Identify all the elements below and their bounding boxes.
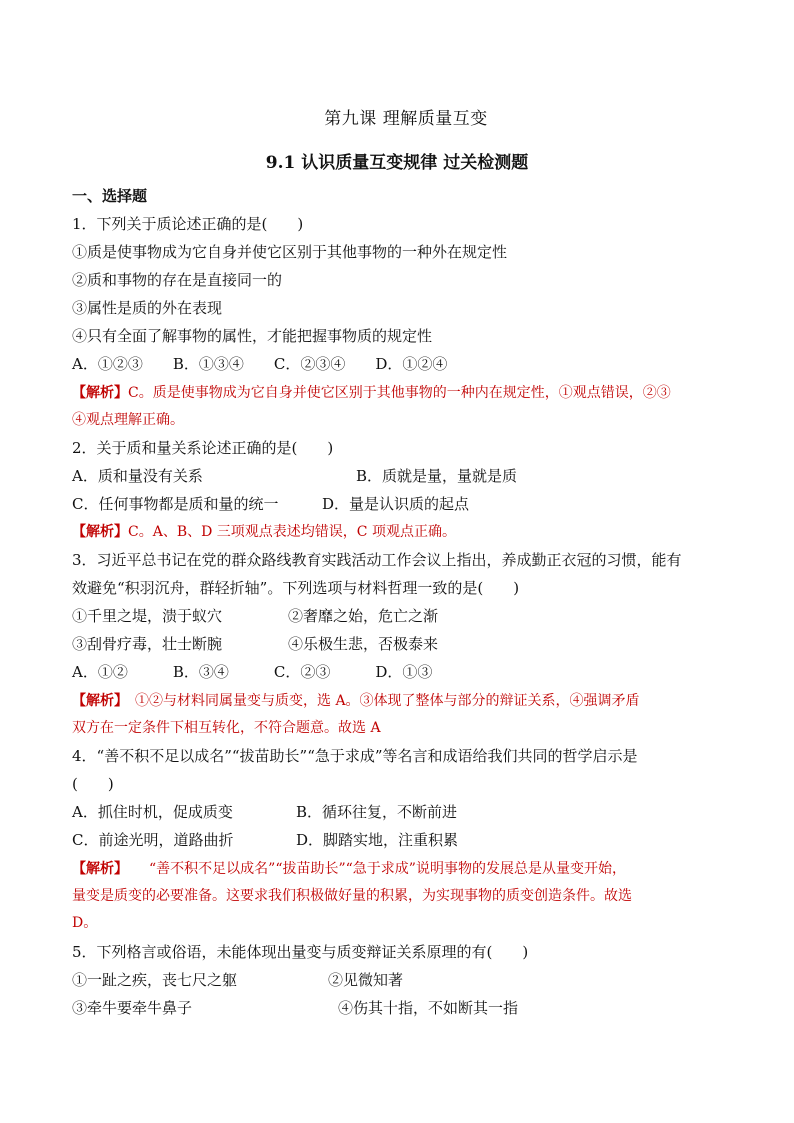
section-heading: 一、选择题 [72, 187, 148, 205]
q5-item-1: ①一趾之疾，丧七尺之躯 [72, 971, 238, 989]
q2-option-b: B．质就是量，量就是质 [356, 467, 518, 485]
q2-option-c: C．任何事物都是质和量的统一 [72, 495, 279, 513]
q3-options: A．①② B．③④ C．②③ D．①③ [72, 663, 433, 681]
q4-option-c: C．前途光明，道路曲折 [72, 831, 234, 849]
q3-item-1: ①千里之堤，溃于蚁穴 [72, 607, 223, 625]
q5-item-2: ②见微知著 [328, 971, 404, 989]
q4-analysis-line-1: 【解析】 “善不积不足以成名”“拔苗助长”“急于求成”说明事物的发展总是从量变开始， [72, 861, 626, 877]
q4-option-b: B．循环往复，不断前进 [296, 803, 458, 821]
q1-analysis-line-2: ④观点理解正确。 [72, 412, 184, 428]
q3-stem-line-2: 效避免“积羽沉舟，群轻折轴”。下列选项与材料哲理一致的是( ) [72, 579, 520, 597]
lesson-title: 第九课 理解质量互变 [324, 109, 488, 129]
q4-option-a: A．抓住时机，促成质变 [72, 803, 233, 821]
q1-analysis-line-1: 【解析】C。质是使事物成为它自身并使它区别于其他事物的一种内在规定性，①观点错误，②③ [72, 385, 671, 401]
q3-item-3: ③刮骨疗毒，壮士断腕 [72, 635, 223, 653]
q4-stem-line-1: 4．“善不积不足以成名”“拔苗助长”“急于求成”等名言和成语给我们共同的哲学启示是 [72, 747, 638, 765]
q1-options: A．①②③ B．①③④ C．②③④ D．①②④ [72, 355, 448, 373]
q2-option-a: A．质和量没有关系 [72, 467, 203, 485]
q3-item-4: ④乐极生悲，否极泰来 [288, 635, 439, 653]
q3-item-2: ②奢靡之始，危亡之渐 [288, 607, 439, 625]
q1-stem: 1．下列关于质论述正确的是( ) [72, 215, 304, 233]
q5-item-3: ③牵牛要牵牛鼻子 [72, 999, 193, 1017]
q1-item-4: ④只有全面了解事物的属性，才能把握事物质的规定性 [72, 327, 433, 345]
q2-analysis: 【解析】C。A、B、D 三项观点表述均错误，C 项观点正确。 [72, 524, 456, 540]
q5-item-4: ④伤其十指，不如断其一指 [338, 999, 519, 1017]
q4-option-d: D．脚踏实地，注重积累 [296, 831, 459, 849]
analysis-tag: 【解析】 [72, 693, 121, 709]
analysis-tag: 【解析】 [72, 861, 121, 877]
q2-option-d: D．量是认识质的起点 [322, 495, 470, 513]
q2-stem: 2．关于质和量关系论述正确的是( ) [72, 439, 334, 457]
analysis-tag: 【解析】 [72, 385, 128, 401]
q1-item-2: ②质和事物的存在是直接同一的 [72, 271, 283, 289]
q1-item-3: ③属性是质的外在表现 [72, 299, 223, 317]
q3-analysis-line-2: 双方在一定条件下相互转化，不符合题意。故选 A [72, 720, 381, 736]
q4-analysis-line-3: D。 [72, 915, 98, 931]
section-title: 9.1 认识质量互变规律 过关检测题 [265, 153, 529, 173]
analysis-tag: 【解析】 [72, 524, 128, 540]
q3-stem-line-1: 3．习近平总书记在党的群众路线教育实践活动工作会议上指出，养成勤正衣冠的习惯，能有 [72, 551, 682, 569]
q5-stem: 5．下列格言或俗语，未能体现出量变与质变辩证关系原理的有( ) [72, 943, 529, 961]
q4-stem-line-2: ( ) [72, 775, 114, 793]
q1-item-1: ①质是使事物成为它自身并使它区别于其他事物的一种外在规定性 [72, 243, 508, 261]
q3-analysis-line-1: 【解析】 ①②与材料同属量变与质变，选 A。③体现了整体与部分的辩证关系，④强调矛盾 [72, 693, 640, 709]
q4-analysis-line-2: 量变是质变的必要准备。这要求我们积极做好量的积累，为实现事物的质变创造条件。故选 [72, 888, 632, 904]
